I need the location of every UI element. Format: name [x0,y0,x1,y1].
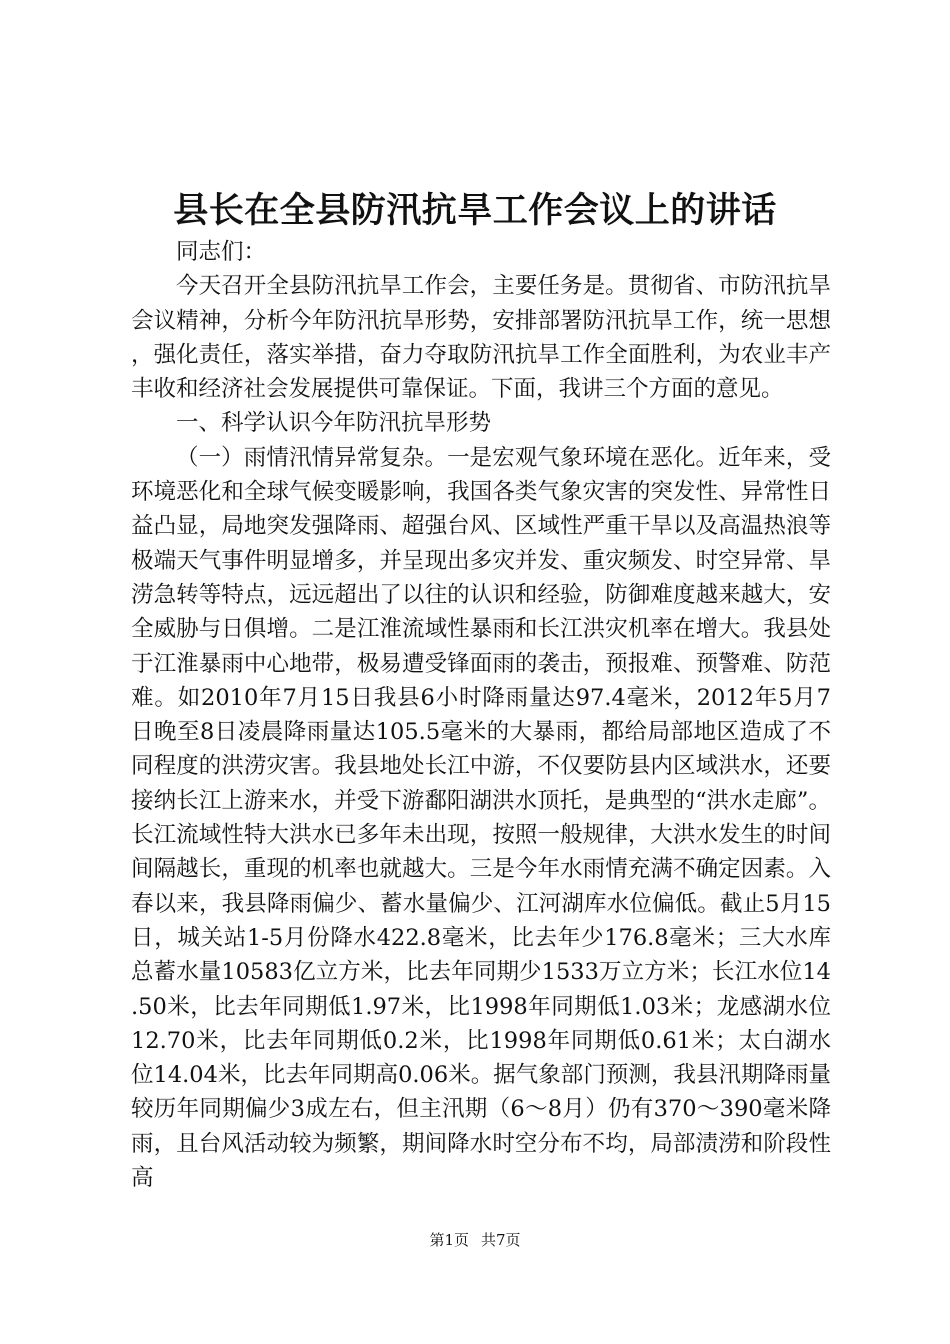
page-total: 共7页 [481,1231,521,1249]
document-body [131,235,831,1195]
page-number: 第1页 [429,1231,469,1249]
body-paragraph: （一）雨情汛情异常复杂。一是宏观气象环境在恶化。近年来，受环境恶化和全球气候变暖影响，我国各类气象灾害的突发性、异常性日益凸显，局地突发强降雨、超强台风、区域性严重干旱以及高温热浪等极端天气事件明显增多，并呈现出多灾并发、重灾频发、时空异常、旱涝急转等特点，远远超出了以往的认识和经验，防御难度越来越大，安全威胁与日俱增。二是江淮流域性暴雨和长江洪灾机率在增大。我县处于江淮暴雨中心地带，极易遭受锋面雨的袭击，预报难、预警难、防范难。如2010年7月15日我县6小时降雨量达97.4毫米，2012年5月7日晚至8日凌晨降雨量达105.5毫米的大暴雨，都给局部地区造成了不同程度的洪涝灾害。我县地处长江中游，不仅要防县内区域洪水，还要接纳长江上游来水，并受下游鄱阳湖洪水顶托，是典型的“洪水走廊”。长江流域性特大洪水已多年未出现，按照一般规律，大洪水发生的时间间隔越长，重现的机率也就越大。三是今年水雨情充满不确定因素。入春以来，我县降雨偏少、蓄水量偏少、江河湖库水位偏低。截止5月15日，城关站1-5月份降水422.8毫米，比去年少176.8毫米；三大水库总蓄水量10583亿立方米，比去年同期少1533万立方米；长江水位14.50米，比去年同期低1.97米，比1998年同期低1.03米；龙感湖水位12.70米，比去年同期低0.2米，比1998年同期低0.61米；太白湖水位14.04米，比去年同期高0.06米。据气象部门预测，我县汛期降雨量较历年同期偏少3成左右，但主汛期（6～8月）仍有370～390毫米降雨，且台风活动较为频繁，期间降水时空分布不均，局部渍涝和阶段性高 [131,444,831,1192]
section-heading: 一、科学认识今年防汛抗旱形势 [176,410,492,437]
page-footer [0,1228,950,1252]
salutation-paragraph: 同志们： [176,239,267,265]
document-title: 县长在全县防汛抗旱工作会议上的讲话 [173,190,777,231]
intro-paragraph: 今天召开全县防汛抗旱工作会，主要任务是。贯彻省、市防汛抗旱会议精神，分析今年防汛抗旱形势，安排部署防汛抗旱工作，统一思想，强化责任，落实举措，奋力夺取防汛抗旱工作全面胜利，为农业丰产丰收和经济社会发展提供可靠保证。下面，我讲三个方面的意见。 [131,273,831,403]
